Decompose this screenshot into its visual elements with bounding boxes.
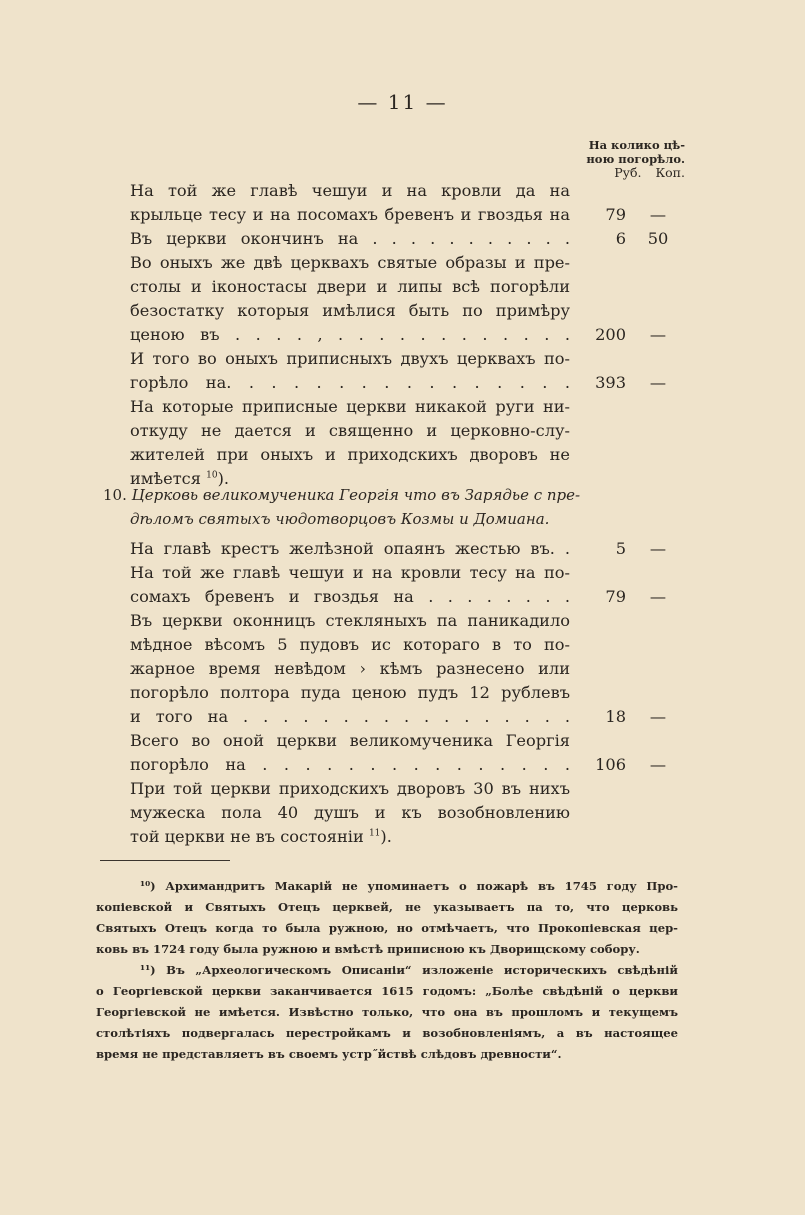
entry-kop: — — [649, 205, 667, 224]
entry-rub: 18 — [605, 707, 626, 726]
entry-row — [130, 729, 690, 752]
entry-text: Въ церкви окончинъ на . . . . . . . . . . . — [130, 229, 570, 248]
entry-row — [130, 227, 690, 250]
entry-row — [130, 179, 690, 202]
entry-row — [130, 395, 690, 418]
entry-text: Въ церкви оконницъ стекляныхъ па паникадило — [130, 611, 570, 630]
footnote-line: время не представляетъ въ своемъ устр˝йствѣ слѣдовъ древности“. — [96, 1047, 562, 1061]
section-title-line2: дѣломъ святыхъ чюдотворцовъ Козмы и Домиана. — [130, 510, 550, 528]
footnote-line: о Георгіевской церкви заканчивается 1615 годомъ: „Болѣе свѣдѣній о церкви — [96, 984, 678, 998]
column-header-line1: На колико цѣ- — [588, 138, 685, 152]
entry-kop: — — [649, 755, 667, 774]
entry-kop: — — [649, 539, 667, 558]
entry-text: На той же главѣ чешуи и на кровли да на — [130, 181, 570, 200]
entry-rub: 106 — [595, 755, 626, 774]
entry-text: Во оныхъ же двѣ церквахъ святые образы и пре- — [130, 253, 570, 272]
footnote-ref: 11 — [368, 828, 381, 839]
entry-text: мужеска пола 40 душъ и къ возобновлению — [130, 803, 570, 822]
entry-row — [130, 609, 690, 632]
entry-kop: — — [649, 587, 667, 606]
entry-text-main: той церкви не въ состояніи — [130, 827, 364, 846]
footnote-line: Георгіевской не имѣется. Извѣстно только, что она въ прошломъ и текущемъ — [96, 1005, 678, 1019]
footnote-line: ковь въ 1724 году была ружною и вмѣстѣ приписною къ Дворищскому собору. — [96, 942, 640, 956]
entry-text: погорѣло полтора пуда ценою пудъ 12 рублевъ — [130, 683, 570, 702]
entry-row — [130, 275, 690, 298]
entry-kop: 50 — [647, 229, 669, 248]
entry-row — [130, 705, 690, 728]
kop-header: Коп. — [655, 165, 685, 180]
rub-header: Руб. — [614, 165, 642, 180]
entry-text: жарное время невѣдом › кѣмъ разнесено или — [130, 659, 570, 678]
entry-text: При той церкви приходскихъ дворовъ 30 въ нихъ — [130, 779, 570, 798]
section-heading-cont — [130, 508, 570, 531]
page-number: — 11 — — [357, 90, 448, 114]
entry-text: На главѣ крестъ желѣзной опаянъ жестью въ. . — [130, 539, 570, 558]
entry-text: сомахъ бревенъ и гвоздья на . . . . . . . . — [130, 587, 570, 606]
entry-row — [130, 323, 690, 346]
entry-text: ценою въ . . . . , . . . . . . . . . . . . — [130, 325, 570, 344]
entry-text-main: имѣется — [130, 469, 201, 488]
entry-text: мѣдное вѣсомъ 5 пудовъ ис котораго в то по- — [130, 635, 570, 654]
footnote-line: столѣтіяхъ подвергалась перестройкамъ и возобновленіямъ, а въ настоящее — [96, 1026, 678, 1040]
entry-row — [130, 561, 690, 584]
entry-row — [130, 681, 690, 704]
entry-text: горѣло на. . . . . . . . . . . . . . . . — [130, 373, 570, 392]
entry-row — [130, 299, 690, 322]
footnote-ref: 10 — [206, 470, 218, 481]
entry-text: откуду не дается и священно и церковно-слу- — [130, 421, 570, 440]
footnote-line: Святыхъ Отецъ когда то была ружною, но отмѣчаетъ, что Прокопіевская цер- — [96, 921, 678, 935]
entry-row — [130, 633, 690, 656]
section-heading — [103, 484, 581, 507]
entry-rub: 79 — [605, 587, 626, 606]
entry-text: безостатку которыя имѣлися быть по примѣру — [130, 301, 570, 320]
column-header — [560, 138, 685, 180]
entry-row — [130, 825, 690, 848]
entry-text-tail: ). — [380, 827, 392, 846]
entry-rub: 79 — [605, 205, 626, 224]
entry-rub: 200 — [595, 325, 626, 344]
entry-row — [130, 657, 690, 680]
column-header-line2: ною погорѣло. — [586, 152, 685, 166]
entry-text: столы и іконостасы двери и липы всѣ погорѣли — [130, 277, 570, 296]
entry-kop: — — [649, 373, 667, 392]
entry-rub: 6 — [615, 229, 626, 248]
entry-text: и того на . . . . . . . . . . . . . . . . . — [130, 707, 570, 726]
entry-row — [130, 251, 690, 274]
entry-text: крыльце тесу и на посомахъ бревенъ и гвоздья на — [130, 205, 570, 224]
entry-text: Всего во оной церкви великомученика Георгія — [130, 731, 570, 750]
entry-row — [130, 801, 690, 824]
footnote-line: копіевской и Святыхъ Отецъ церквей, не указываетъ па то, что церковь — [96, 900, 678, 914]
entry-row — [130, 537, 690, 560]
footnote-line: ¹⁰) Архимандритъ Макарій не упоминаетъ о пожарѣ въ 1745 году Про- — [140, 879, 678, 893]
entry-text: погорѣло на . . . . . . . . . . . . . . . — [130, 755, 570, 774]
entry-row — [130, 203, 690, 226]
entry-text-tail: ). — [217, 469, 230, 488]
entry-text: жителей при оныхъ и приходскихъ дворовъ не — [130, 445, 570, 464]
entry-text: На той же главѣ чешуи и на кровли тесу на по- — [130, 563, 570, 582]
entry-row — [130, 777, 690, 800]
column-units — [560, 166, 685, 180]
entry-rub: 393 — [595, 373, 626, 392]
section-title-line1: Церковь великомученика Георгія что въ Зарядье с пре- — [131, 486, 581, 504]
entry-row — [130, 371, 690, 394]
entry-row — [130, 347, 690, 370]
footnote-rule — [100, 860, 230, 861]
entry-row — [130, 443, 690, 466]
entry-row — [130, 419, 690, 442]
entry-text: На которые приписные церкви никакой руги ни- — [130, 397, 570, 416]
footnote-line: ¹¹) Въ „Археологическомъ Описаніи“ изложеніе историческихъ свѣдѣній — [140, 963, 678, 977]
entry-rub: 5 — [615, 539, 626, 558]
entry-text: И того во оныхъ приписныхъ двухъ церквахъ по- — [130, 349, 570, 368]
entry-row — [130, 585, 690, 608]
entry-kop: — — [649, 707, 667, 726]
section-number: 10. — [103, 486, 127, 504]
entry-row — [130, 753, 690, 776]
entry-kop: — — [649, 325, 667, 344]
entry-text — [130, 825, 570, 848]
